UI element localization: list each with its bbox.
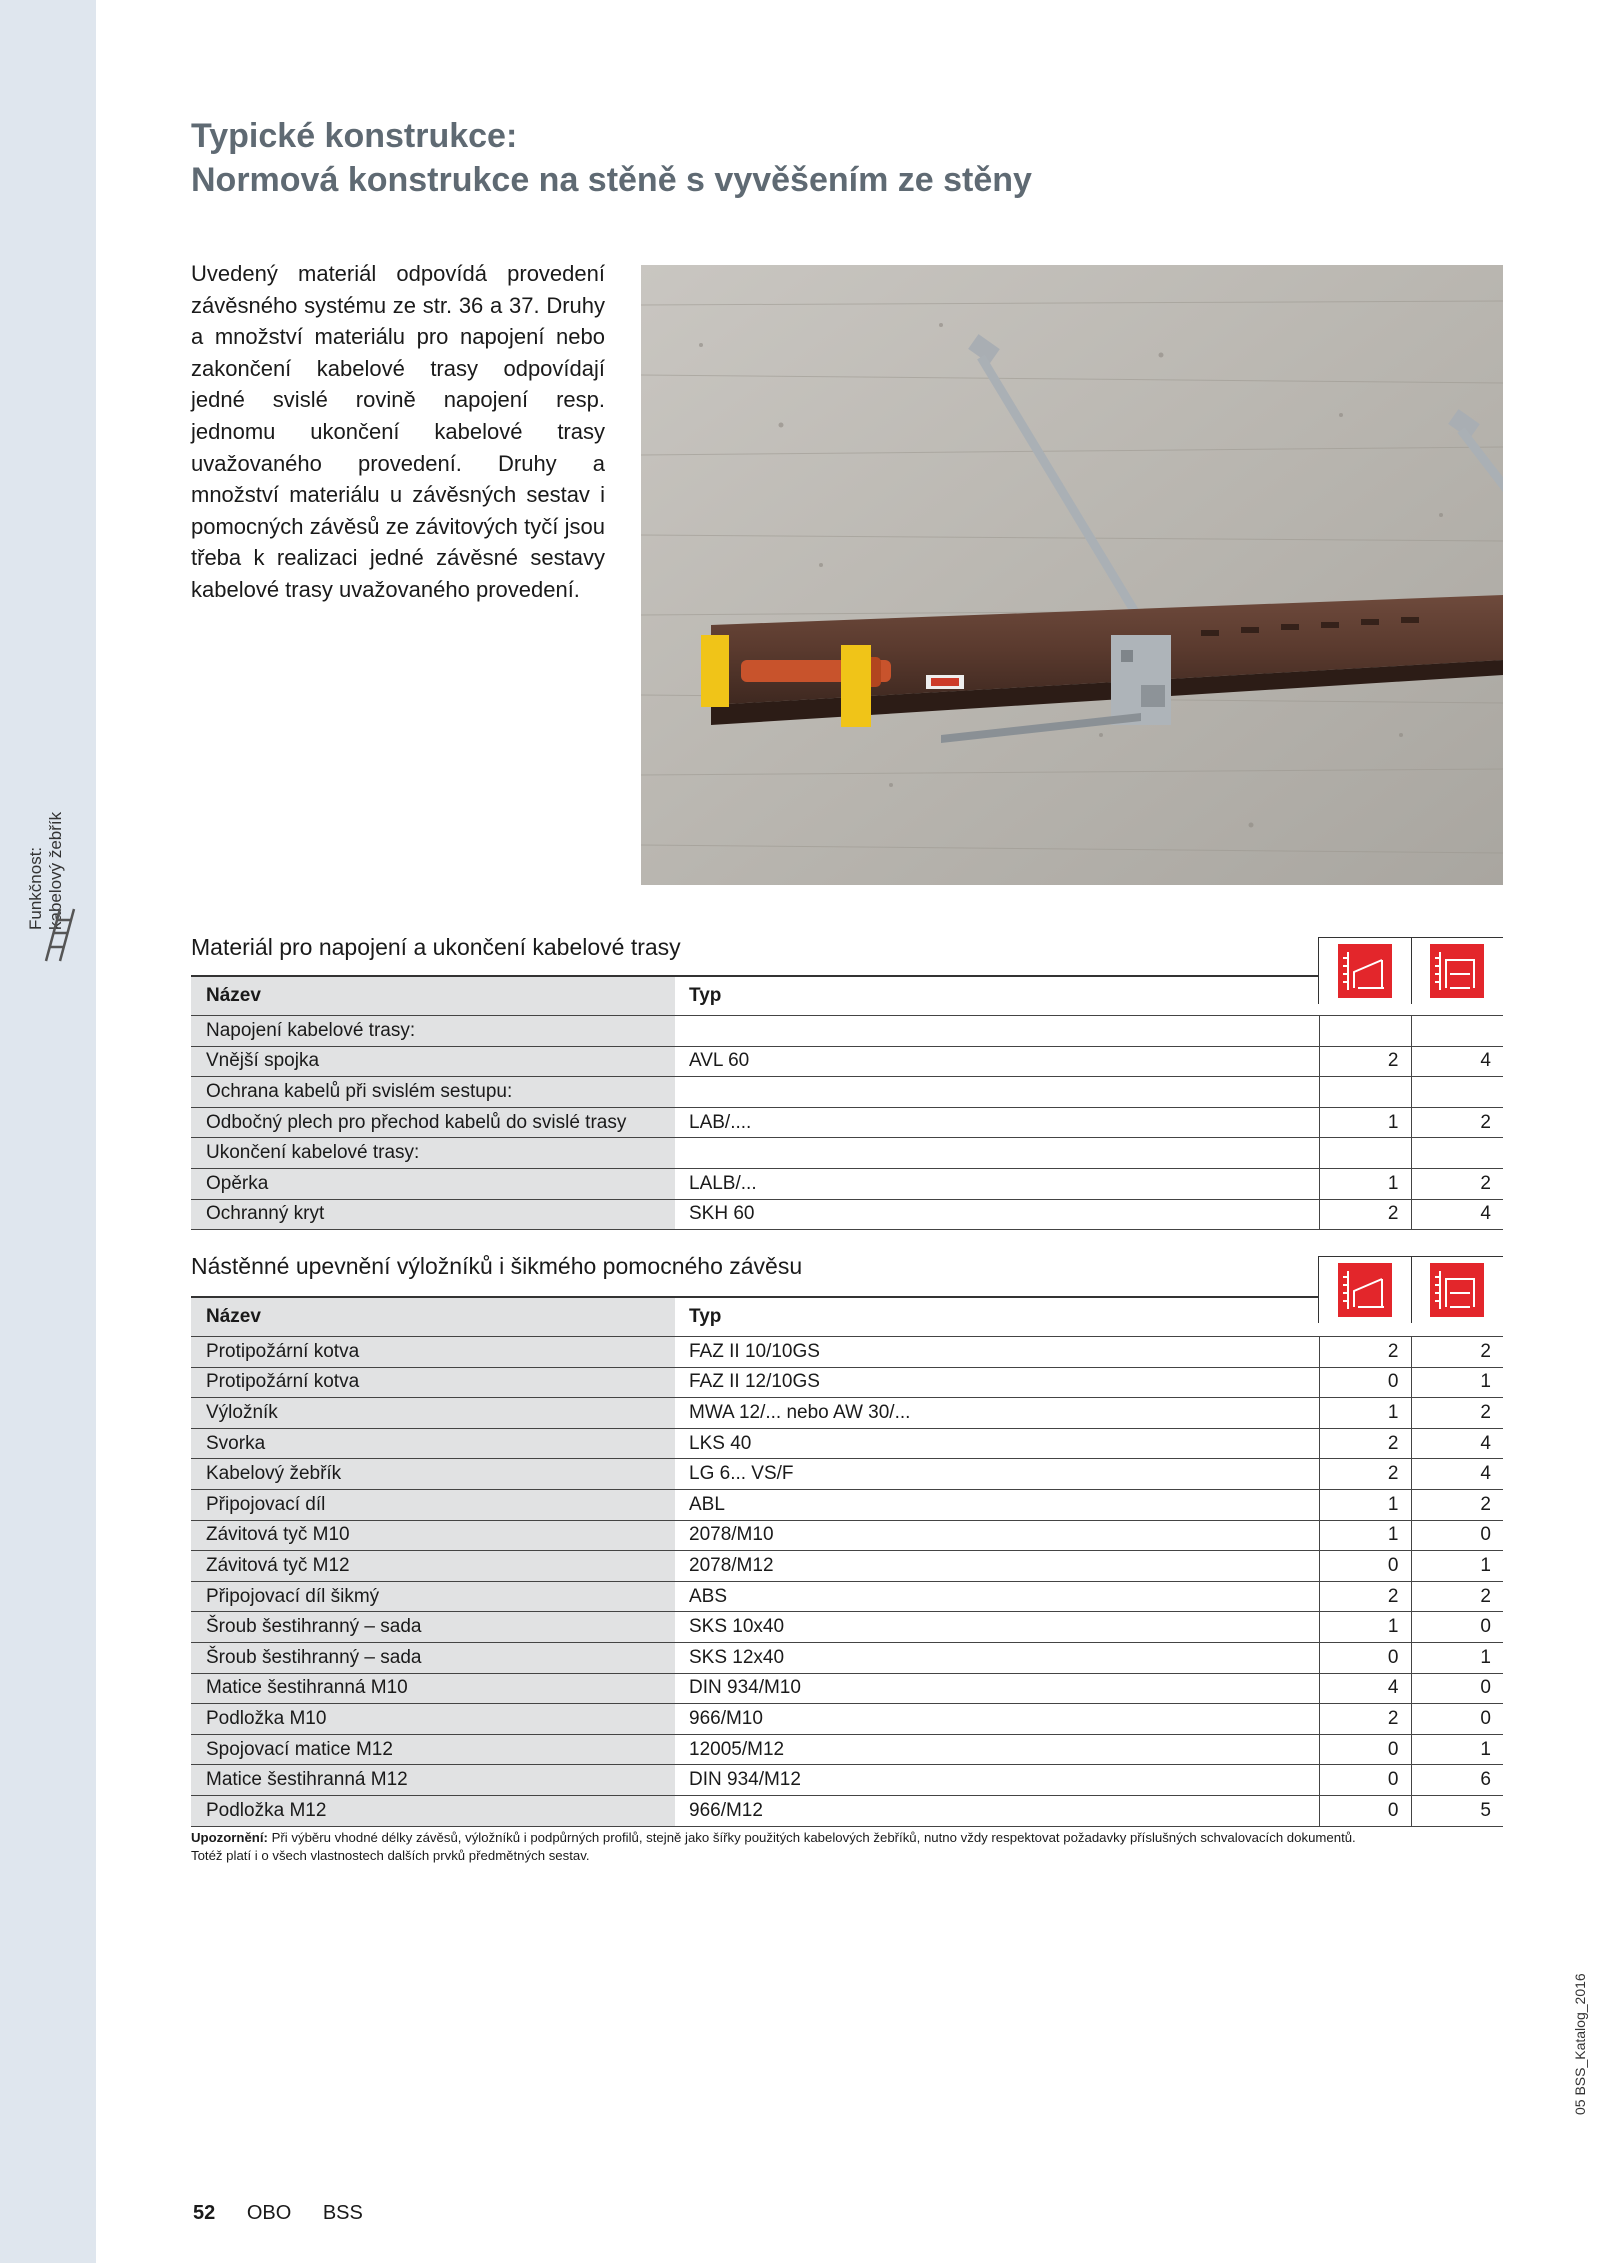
table2-row	[191, 1459, 1503, 1490]
item-name: Spojovací matice M12	[191, 1734, 675, 1765]
item-type: SKS 12x40	[675, 1642, 1319, 1673]
item-type: SKH 60	[675, 1199, 1319, 1230]
intro-paragraph: Uvedený materiál odpovídá provedení závěsného systému ze str. 36 a 37. Druhy a množství materiálu pro napojení nebo zakončení kabelové trasy odpovídají jedné svislé rovině napojení resp. jednomu ukončení kabelové trasy uvažovaného provedení. Druhy a množství materiálu u závěsných sestav i pomocných závěsů ze závitových tyčí jsou třeba k realizaci jedné závěsné sestavy kabelové trasy uvažovaného provedení.	[191, 261, 605, 602]
sidebar-strip	[0, 0, 96, 2263]
item-type: LAB/....	[675, 1107, 1319, 1138]
cable-ladder-icon	[40, 905, 80, 965]
item-name: Matice šestihranná M12	[191, 1765, 675, 1796]
item-name: Podložka M12	[191, 1795, 675, 1826]
qty-2: 4	[1411, 1459, 1503, 1490]
page-title	[191, 114, 1032, 202]
group-label: Ochrana kabelů při svislém sestupu:	[191, 1077, 675, 1108]
table2-row	[191, 1520, 1503, 1551]
item-name: Opěrka	[191, 1168, 675, 1199]
table1-row	[191, 1199, 1503, 1230]
qty-2: 5	[1411, 1795, 1503, 1826]
table2	[191, 1296, 1503, 1827]
table2-row	[191, 1795, 1503, 1826]
qty-1: 1	[1319, 1612, 1411, 1643]
table1-group-row	[191, 1138, 1503, 1169]
qty-1: 1	[1319, 1168, 1411, 1199]
table1-title: Materiál pro napojení a ukončení kabelové trasy	[191, 934, 681, 960]
page-title-line2: Normová konstrukce na stěně s vyvěšením ze stěny	[191, 161, 1032, 199]
page-number: 52	[193, 2202, 216, 2224]
qty-1: 2	[1319, 1704, 1411, 1735]
qty-2: 2	[1411, 1489, 1503, 1520]
qty-1: 0	[1319, 1551, 1411, 1582]
item-type: 2078/M10	[675, 1520, 1319, 1551]
qty-2: 4	[1411, 1428, 1503, 1459]
item-name: Protipožární kotva	[191, 1367, 675, 1398]
qty-2: 4	[1411, 1046, 1503, 1077]
qty-1: 1	[1319, 1107, 1411, 1138]
qty-1: 2	[1319, 1459, 1411, 1490]
qty-2: 1	[1411, 1642, 1503, 1673]
item-type: DIN 934/M10	[675, 1673, 1319, 1704]
item-name: Připojovací díl šikmý	[191, 1581, 675, 1612]
item-name: Šroub šestihranný – sada	[191, 1642, 675, 1673]
item-type: 12005/M12	[675, 1734, 1319, 1765]
qty-2: 2	[1411, 1581, 1503, 1612]
col-header-type: Typ	[675, 976, 1319, 1016]
item-type: SKS 10x40	[675, 1612, 1319, 1643]
qty-2: 4	[1411, 1199, 1503, 1230]
item-type: 966/M10	[675, 1704, 1319, 1735]
item-name: Závitová tyč M10	[191, 1520, 675, 1551]
qty-1: 2	[1319, 1046, 1411, 1077]
footer-brand: OBO	[246, 2202, 292, 2224]
table2-row	[191, 1367, 1503, 1398]
table2-header-row	[191, 1297, 1503, 1337]
item-type: ABL	[675, 1489, 1319, 1520]
table2-row	[191, 1673, 1503, 1704]
item-type: FAZ II 10/10GS	[675, 1337, 1319, 1368]
item-type: LG 6... VS/F	[675, 1459, 1319, 1490]
qty-2: 1	[1411, 1367, 1503, 1398]
item-type: ABS	[675, 1581, 1319, 1612]
qty-2: 1	[1411, 1551, 1503, 1582]
item-name: Šroub šestihranný – sada	[191, 1612, 675, 1643]
qty-2: 2	[1411, 1168, 1503, 1199]
table2-row	[191, 1704, 1503, 1735]
item-type: FAZ II 12/10GS	[675, 1367, 1319, 1398]
footer-section: BSS	[322, 2202, 363, 2224]
item-type: 966/M12	[675, 1795, 1319, 1826]
qty-1: 0	[1319, 1642, 1411, 1673]
note-line1: Při výběru vhodné délky závěsů, výložníků i podpůrných profilů, stejně jako šířky použitých kabelových žebříků, nutno vždy respektovat požadavky příslušných schvalovacích dokumentů.	[271, 1830, 1356, 1845]
table1-row	[191, 1107, 1503, 1138]
item-name: Odbočný plech pro přechod kabelů do svislé trasy	[191, 1107, 675, 1138]
qty-2: 6	[1411, 1765, 1503, 1796]
qty-1: 2	[1319, 1581, 1411, 1612]
table2-row	[191, 1612, 1503, 1643]
warning-note	[191, 1829, 1511, 1865]
qty-2: 2	[1411, 1107, 1503, 1138]
table1	[191, 975, 1503, 1230]
item-name: Svorka	[191, 1428, 675, 1459]
table2-row	[191, 1581, 1503, 1612]
note-line2: Totéž platí i o všech vlastnostech dalších prvků předmětných sestav.	[191, 1848, 590, 1863]
table1-group-row	[191, 1077, 1503, 1108]
table2-row	[191, 1489, 1503, 1520]
col-header-name: Název	[191, 1297, 675, 1337]
table2-row	[191, 1428, 1503, 1459]
item-name: Ochranný kryt	[191, 1199, 675, 1230]
installation-photo	[641, 265, 1503, 885]
qty-2: 2	[1411, 1398, 1503, 1429]
note-label: Upozornění:	[191, 1830, 268, 1845]
qty-1: 2	[1319, 1199, 1411, 1230]
col-header-type: Typ	[675, 1297, 1319, 1337]
qty-1: 1	[1319, 1489, 1411, 1520]
item-type: AVL 60	[675, 1046, 1319, 1077]
qty-1: 0	[1319, 1367, 1411, 1398]
item-name: Podložka M10	[191, 1704, 675, 1735]
table1-row	[191, 1046, 1503, 1077]
table1-row	[191, 1168, 1503, 1199]
item-name: Výložník	[191, 1398, 675, 1429]
qty-1: 0	[1319, 1734, 1411, 1765]
item-name: Závitová tyč M12	[191, 1551, 675, 1582]
qty-1: 1	[1319, 1520, 1411, 1551]
page-title-line1: Typické konstrukce:	[191, 117, 518, 155]
qty-1: 4	[1319, 1673, 1411, 1704]
qty-1: 0	[1319, 1765, 1411, 1796]
item-type: LALB/...	[675, 1168, 1319, 1199]
item-type: DIN 934/M12	[675, 1765, 1319, 1796]
qty-2: 0	[1411, 1612, 1503, 1643]
qty-2: 0	[1411, 1673, 1503, 1704]
item-name: Protipožární kotva	[191, 1337, 675, 1368]
qty-1: 2	[1319, 1337, 1411, 1368]
group-label: Ukončení kabelové trasy:	[191, 1138, 675, 1169]
sidebar-label-line1: Funkčnost:	[26, 846, 45, 930]
page-footer	[193, 2202, 389, 2225]
col-header-name: Název	[191, 976, 675, 1016]
table2-row	[191, 1398, 1503, 1429]
table2-title: Nástěnné upevnění výložníků i šikmého pomocného závěsu	[191, 1253, 803, 1279]
item-type: LKS 40	[675, 1428, 1319, 1459]
qty-1: 1	[1319, 1398, 1411, 1429]
group-label: Napojení kabelové trasy:	[191, 1016, 675, 1047]
sidebar-label-line2: kabelový žebřík	[46, 811, 65, 930]
qty-1: 2	[1319, 1428, 1411, 1459]
qty-2: 2	[1411, 1337, 1503, 1368]
table1-header-row	[191, 976, 1503, 1016]
item-type: 2078/M12	[675, 1551, 1319, 1582]
table2-row	[191, 1551, 1503, 1582]
item-name: Kabelový žebřík	[191, 1459, 675, 1490]
sidebar-label	[26, 630, 66, 930]
qty-2: 0	[1411, 1704, 1503, 1735]
table2-row	[191, 1642, 1503, 1673]
item-type: MWA 12/... nebo AW 30/...	[675, 1398, 1319, 1429]
table2-row	[191, 1734, 1503, 1765]
item-name: Matice šestihranná M10	[191, 1673, 675, 1704]
catalog-code: 05 BSS_Katalog_2016	[1572, 1973, 1588, 2115]
qty-1: 0	[1319, 1795, 1411, 1826]
item-name: Vnější spojka	[191, 1046, 675, 1077]
table2-row	[191, 1337, 1503, 1368]
table2-row	[191, 1765, 1503, 1796]
table1-group-row	[191, 1016, 1503, 1047]
item-name: Připojovací díl	[191, 1489, 675, 1520]
qty-2: 1	[1411, 1734, 1503, 1765]
qty-2: 0	[1411, 1520, 1503, 1551]
